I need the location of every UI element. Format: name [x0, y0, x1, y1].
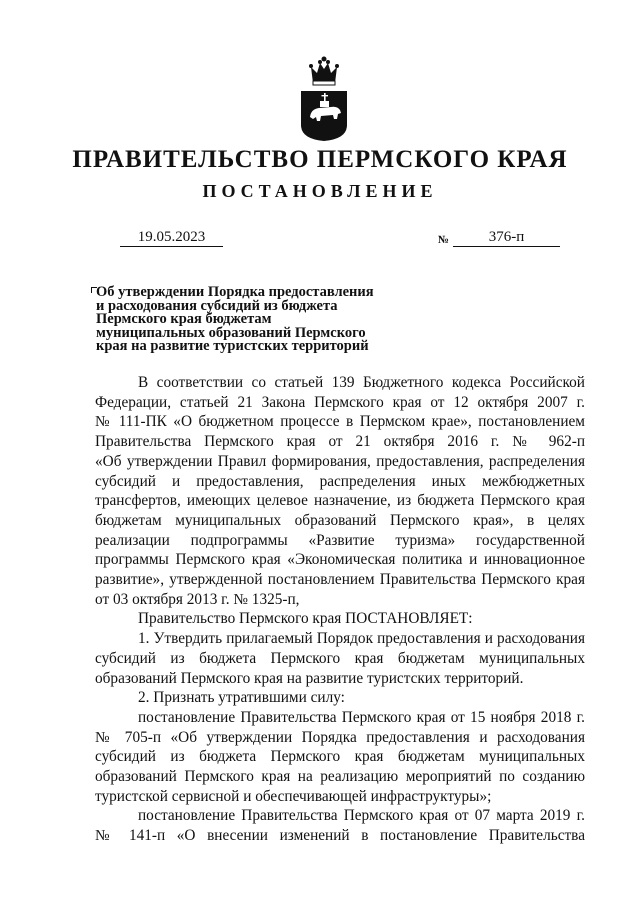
- text-line: субсидий и предоставления, распределения иных межбюджетных: [95, 472, 585, 490]
- heading-line: и расходования субсидий из бюджета: [96, 297, 338, 314]
- heading-line: Пермского края бюджетам: [96, 311, 272, 327]
- text-line: реализации подпрограммы «Развитие туризма» государственной: [95, 531, 585, 549]
- text-line: Правительство Пермского края ПОСТАНОВЛЯЕТ:: [138, 610, 473, 628]
- item-2-paragraph: [95, 688, 585, 708]
- text-line: субсидий из бюджета Пермского края бюджетам муниципальных: [95, 748, 585, 766]
- text-line: постановление Правительства Пермского края от 15 ноября 2018 г.: [138, 708, 585, 726]
- text-line: туристской сервисной и обеспечивающей инфраструктуры»;: [95, 787, 492, 805]
- heading-line: края на развитие туристских территорий: [96, 338, 369, 354]
- text-line: В соответствии со статьей 139 Бюджетного кодекса Российской: [138, 374, 585, 391]
- repeal-1-paragraph: [95, 708, 585, 807]
- heading-line: Об утверждении Порядка предоставления: [96, 284, 374, 300]
- document-date: 19.05.2023: [120, 228, 223, 247]
- text-line: № 111-ПК «О бюджетном процессе в Пермском крае», постановлением: [95, 413, 585, 431]
- repeal-2-paragraph: [95, 806, 585, 845]
- text-line: Федерации, статьей 21 Закона Пермского края от 12 октября 2007 г.: [95, 393, 585, 411]
- text-line: «Об утверждении Правил формирования, предоставления, распределения: [95, 452, 585, 470]
- heading-line: муниципальных образований Пермского: [96, 324, 366, 341]
- text-line: трансфертов, имеющих целевое назначение, из бюджета Пермского края: [95, 492, 585, 510]
- item-1-paragraph: [95, 629, 585, 688]
- perm-krai-coat-of-arms-icon: [299, 55, 349, 141]
- text-line: образований Пермского края на реализацию мероприятий по созданию: [95, 768, 585, 786]
- document-number: 376-п: [453, 228, 560, 247]
- document-body: [95, 373, 585, 846]
- number-label: №: [438, 234, 450, 246]
- page-title: ПРАВИТЕЛЬСТВО ПЕРМСКОГО КРАЯ: [72, 146, 568, 173]
- text-line: Правительства Пермского края от 21 октября 2016 г. № 962-п: [95, 433, 585, 451]
- text-line: от 03 октября 2013 г. № 1325-п,: [95, 590, 300, 608]
- text-line: 2. Признать утратившими силу:: [138, 689, 345, 707]
- text-line: № 141-п «О внесении изменений в постановление Правительства: [95, 827, 585, 845]
- preamble-paragraph: [95, 373, 585, 609]
- text-line: 1. Утвердить прилагаемый Порядок предоставления и расходования: [138, 630, 585, 648]
- text-line: программы Пермского края «Экономическая политика и инновационное: [95, 551, 585, 569]
- text-line: образований Пермского края на развитие туристских территорий.: [95, 669, 524, 687]
- text-line: бюджетам муниципальных образований Пермского края», в целях: [95, 511, 585, 529]
- text-line: развитие», утвержденной постановлением Правительства Пермского края: [95, 571, 585, 589]
- decree-paragraph: [95, 609, 585, 629]
- text-line: № 705-п «Об утверждении Порядка предоставления и расходования: [95, 728, 585, 746]
- text-line: постановление Правительства Пермского края от 07 марта 2019 г.: [138, 807, 585, 825]
- text-line: субсидий из бюджета Пермского края бюджетам муниципальных: [95, 649, 585, 667]
- document-heading: [96, 286, 406, 354]
- document-type: ПОСТАНОВЛЕНИЕ: [202, 181, 438, 201]
